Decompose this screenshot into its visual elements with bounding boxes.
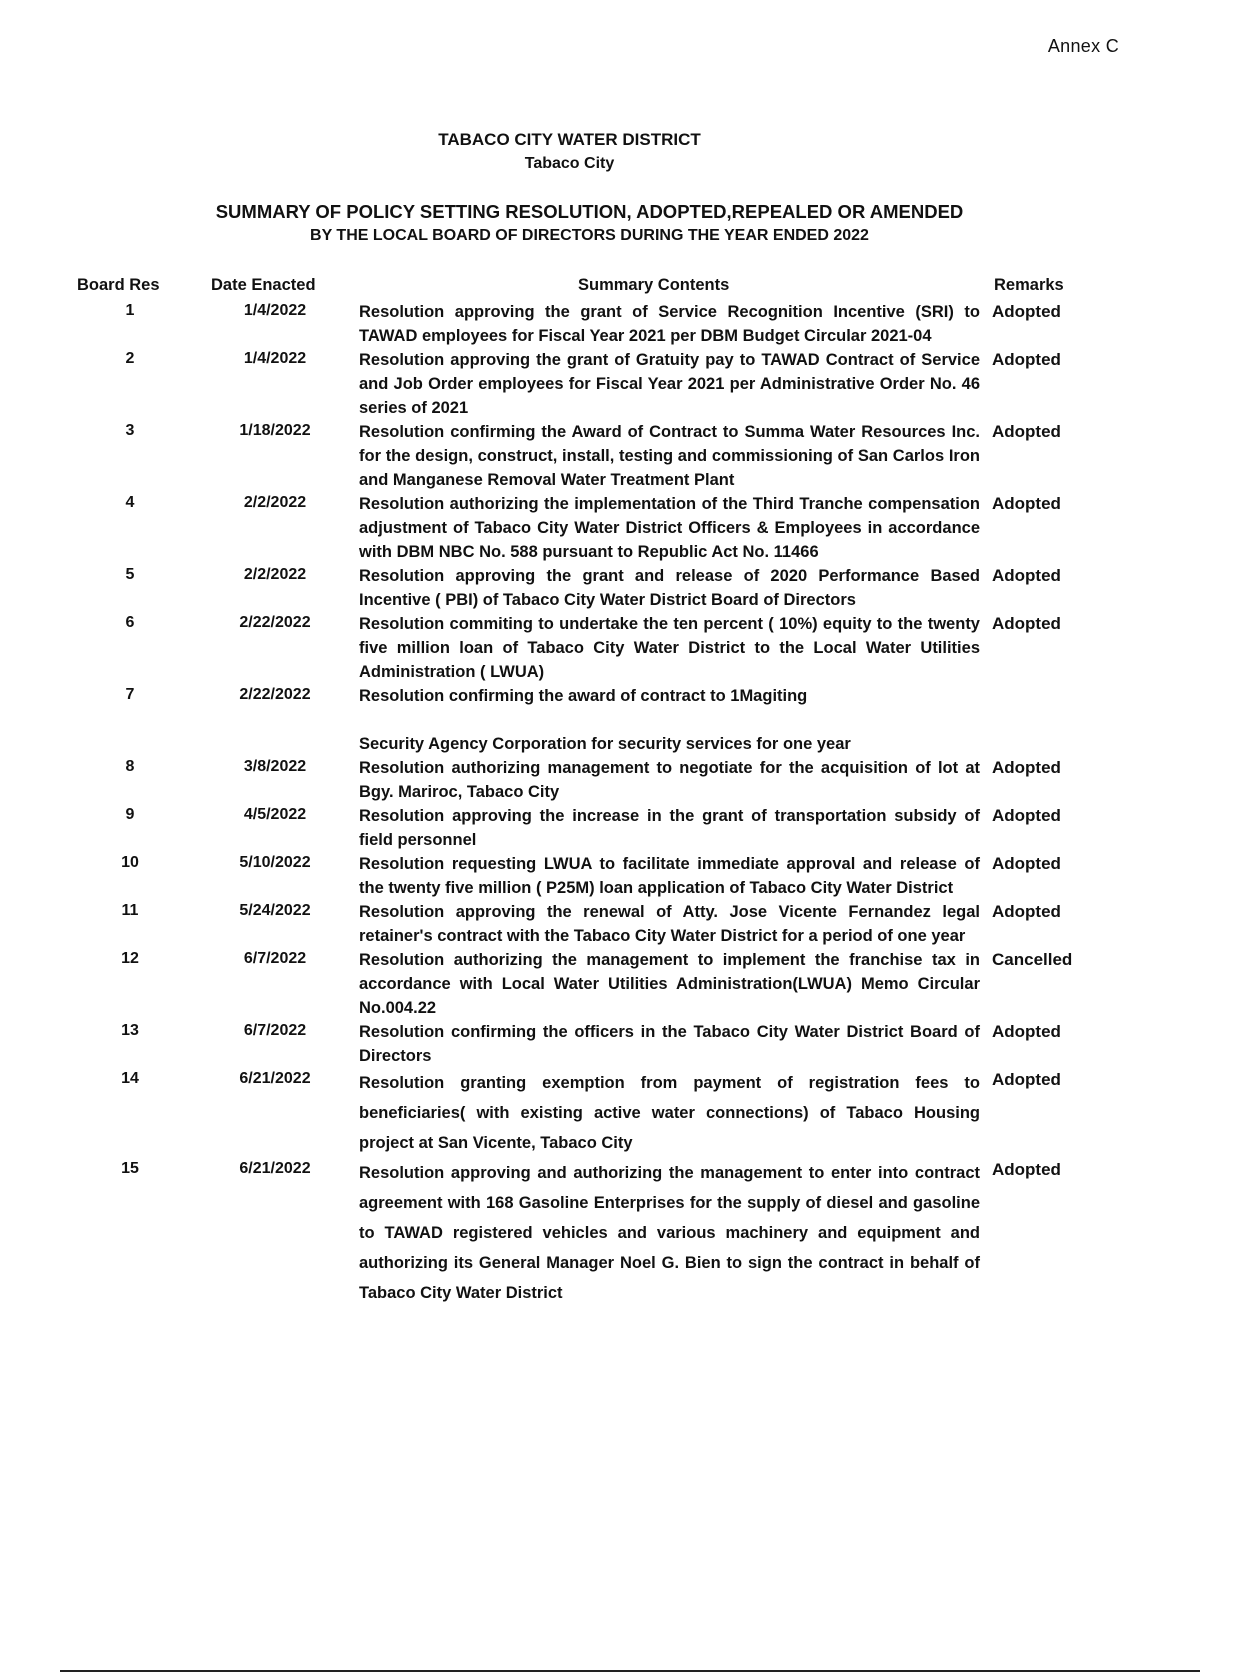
table-row <box>0 948 1259 1020</box>
board-res-number: 6 <box>125 614 135 631</box>
board-res-number: 3 <box>125 422 135 439</box>
board-res-number: 13 <box>121 1022 139 1039</box>
remarks: Adopted <box>992 350 1061 369</box>
column-header-summary: Summary Contents <box>578 276 730 294</box>
board-res-number: 5 <box>125 566 135 583</box>
bottom-rule-line <box>60 1670 1200 1672</box>
date-enacted: 6/7/2022 <box>243 950 307 967</box>
summary-contents: Resolution approving and authorizing the management to enter into contract agreement with 168 Gasoline Enterprises for the supply of diesel and gasoline to TAWAD registered vehicles and various machinery and equipment and authorizing its General Manager Noel G. Bien to sign the contract in behalf of Tabaco City Water District <box>359 1164 980 1302</box>
table-row <box>0 756 1259 804</box>
summary-contents: Resolution authorizing the management to implement the franchise tax in accordance with Local Water Utilities Administration(LWUA) Memo Circular No.004.22 <box>359 951 980 1017</box>
summary-contents: Resolution approving the increase in the grant of transportation subsidy of field personnel <box>359 807 980 849</box>
table-row <box>0 684 1259 756</box>
table-header <box>0 276 1259 300</box>
document-title <box>0 200 1259 248</box>
summary-contents: Resolution confirming the award of contract to 1Magiting <box>359 687 808 705</box>
table-row <box>0 300 1259 348</box>
title-line-1: SUMMARY OF POLICY SETTING RESOLUTION, ADOPTED,REPEALED OR AMENDED <box>215 201 964 222</box>
board-res-number: 8 <box>125 758 135 775</box>
board-res-number: 1 <box>125 302 135 319</box>
date-enacted: 1/4/2022 <box>243 350 307 367</box>
remarks: Adopted <box>992 422 1061 441</box>
remarks: Adopted <box>992 1160 1061 1179</box>
date-enacted: 2/22/2022 <box>239 686 311 703</box>
summary-contents: Resolution granting exemption from payment of registration fees to beneficiaries( with existing active water connections) of Tabaco Housing project at San Vicente, Tabaco City <box>359 1074 980 1152</box>
date-enacted: 2/2/2022 <box>243 494 307 511</box>
board-res-number: 12 <box>121 950 139 967</box>
resolution-table <box>0 300 1259 1308</box>
title-line-2: BY THE LOCAL BOARD OF DIRECTORS DURING THE YEAR ENDED 2022 <box>310 227 869 244</box>
board-res-number: 2 <box>125 350 135 367</box>
remarks: Adopted <box>992 902 1061 921</box>
date-enacted: 5/24/2022 <box>239 902 311 919</box>
date-enacted: 6/21/2022 <box>239 1160 311 1177</box>
column-header-board-res: Board Res <box>77 276 160 294</box>
table-row <box>0 900 1259 948</box>
summary-contents: Resolution authorizing the implementation of the Third Tranche compensation adjustment of Tabaco City Water District Officers & Employees in accordance with DBM NBC No. 588 pursuant to Republic Act No. 11466 <box>359 495 980 561</box>
table-row <box>0 1158 1259 1308</box>
organization-name: TABACO CITY WATER DISTRICT <box>438 130 701 149</box>
remarks: Adopted <box>992 302 1061 321</box>
table-row <box>0 804 1259 852</box>
date-enacted: 1/4/2022 <box>243 302 307 319</box>
table-row <box>0 348 1259 420</box>
table-row <box>0 1020 1259 1068</box>
remarks: Adopted <box>992 566 1061 585</box>
board-res-number: 11 <box>121 902 139 919</box>
table-row <box>0 420 1259 492</box>
annex-label: Annex C <box>1047 36 1119 56</box>
table-row <box>0 492 1259 564</box>
remarks: Adopted <box>992 494 1061 513</box>
date-enacted: 2/2/2022 <box>243 566 307 583</box>
board-res-number: 9 <box>125 806 135 823</box>
board-res-number: 4 <box>125 494 135 511</box>
summary-continuation: Security Agency Corporation for security services for one year <box>359 735 851 753</box>
summary-contents: Resolution commiting to undertake the ten percent ( 10%) equity to the twenty five million loan of Tabaco City Water District to the Local Water Utilities Administration ( LWUA) <box>359 615 980 681</box>
table-row <box>0 852 1259 900</box>
date-enacted: 4/5/2022 <box>243 806 307 823</box>
board-res-number: 14 <box>121 1070 139 1087</box>
remarks: Adopted <box>992 1022 1061 1041</box>
summary-contents: Resolution confirming the officers in the Tabaco City Water District Board of Directors <box>359 1023 980 1065</box>
remarks: Adopted <box>992 758 1061 777</box>
document-header <box>0 128 1259 176</box>
table-row <box>0 564 1259 612</box>
summary-contents: Resolution requesting LWUA to facilitate immediate approval and release of the twenty five million ( P25M) loan application of Tabaco City Water District <box>359 855 980 897</box>
summary-contents: Resolution confirming the Award of Contract to Summa Water Resources Inc. for the design, construct, install, testing and commissioning of San Carlos Iron and Manganese Removal Water Treatment Plant <box>359 423 980 489</box>
remarks: Adopted <box>992 806 1061 825</box>
board-res-number: 15 <box>121 1160 139 1177</box>
summary-contents: Resolution approving the renewal of Atty. Jose Vicente Fernandez legal retainer's contract with the Tabaco City Water District for a period of one year <box>359 903 980 945</box>
summary-spacer <box>359 708 980 732</box>
board-res-number: 10 <box>121 854 139 871</box>
summary-contents: Resolution approving the grant of Gratuity pay to TAWAD Contract of Service and Job Order employees for Fiscal Year 2021 per Administrative Order No. 46 series of 2021 <box>359 351 980 417</box>
table-row <box>0 612 1259 684</box>
date-enacted: 5/10/2022 <box>239 854 311 871</box>
table-row <box>0 1068 1259 1158</box>
summary-contents: Resolution approving the grant and release of 2020 Performance Based Incentive ( PBI) of Tabaco City Water District Board of Directors <box>359 567 980 609</box>
date-enacted: 6/7/2022 <box>243 1022 307 1039</box>
organization-city: Tabaco City <box>524 155 615 172</box>
column-header-remarks: Remarks <box>994 276 1064 294</box>
date-enacted: 1/18/2022 <box>239 422 311 439</box>
date-enacted: 3/8/2022 <box>243 758 307 775</box>
date-enacted: 6/21/2022 <box>239 1070 311 1087</box>
remarks: Adopted <box>992 614 1061 633</box>
summary-contents: Resolution approving the grant of Service Recognition Incentive (SRI) to TAWAD employees for Fiscal Year 2021 per DBM Budget Circular 2021-04 <box>359 303 980 345</box>
summary-contents: Resolution authorizing management to negotiate for the acquisition of lot at Bgy. Mariroc, Tabaco City <box>359 759 980 801</box>
date-enacted: 2/22/2022 <box>239 614 311 631</box>
remarks: Cancelled <box>992 950 1073 969</box>
column-header-date-enacted: Date Enacted <box>211 276 316 294</box>
remarks: Adopted <box>992 854 1061 873</box>
board-res-number: 7 <box>125 686 135 703</box>
remarks: Adopted <box>992 1070 1061 1089</box>
